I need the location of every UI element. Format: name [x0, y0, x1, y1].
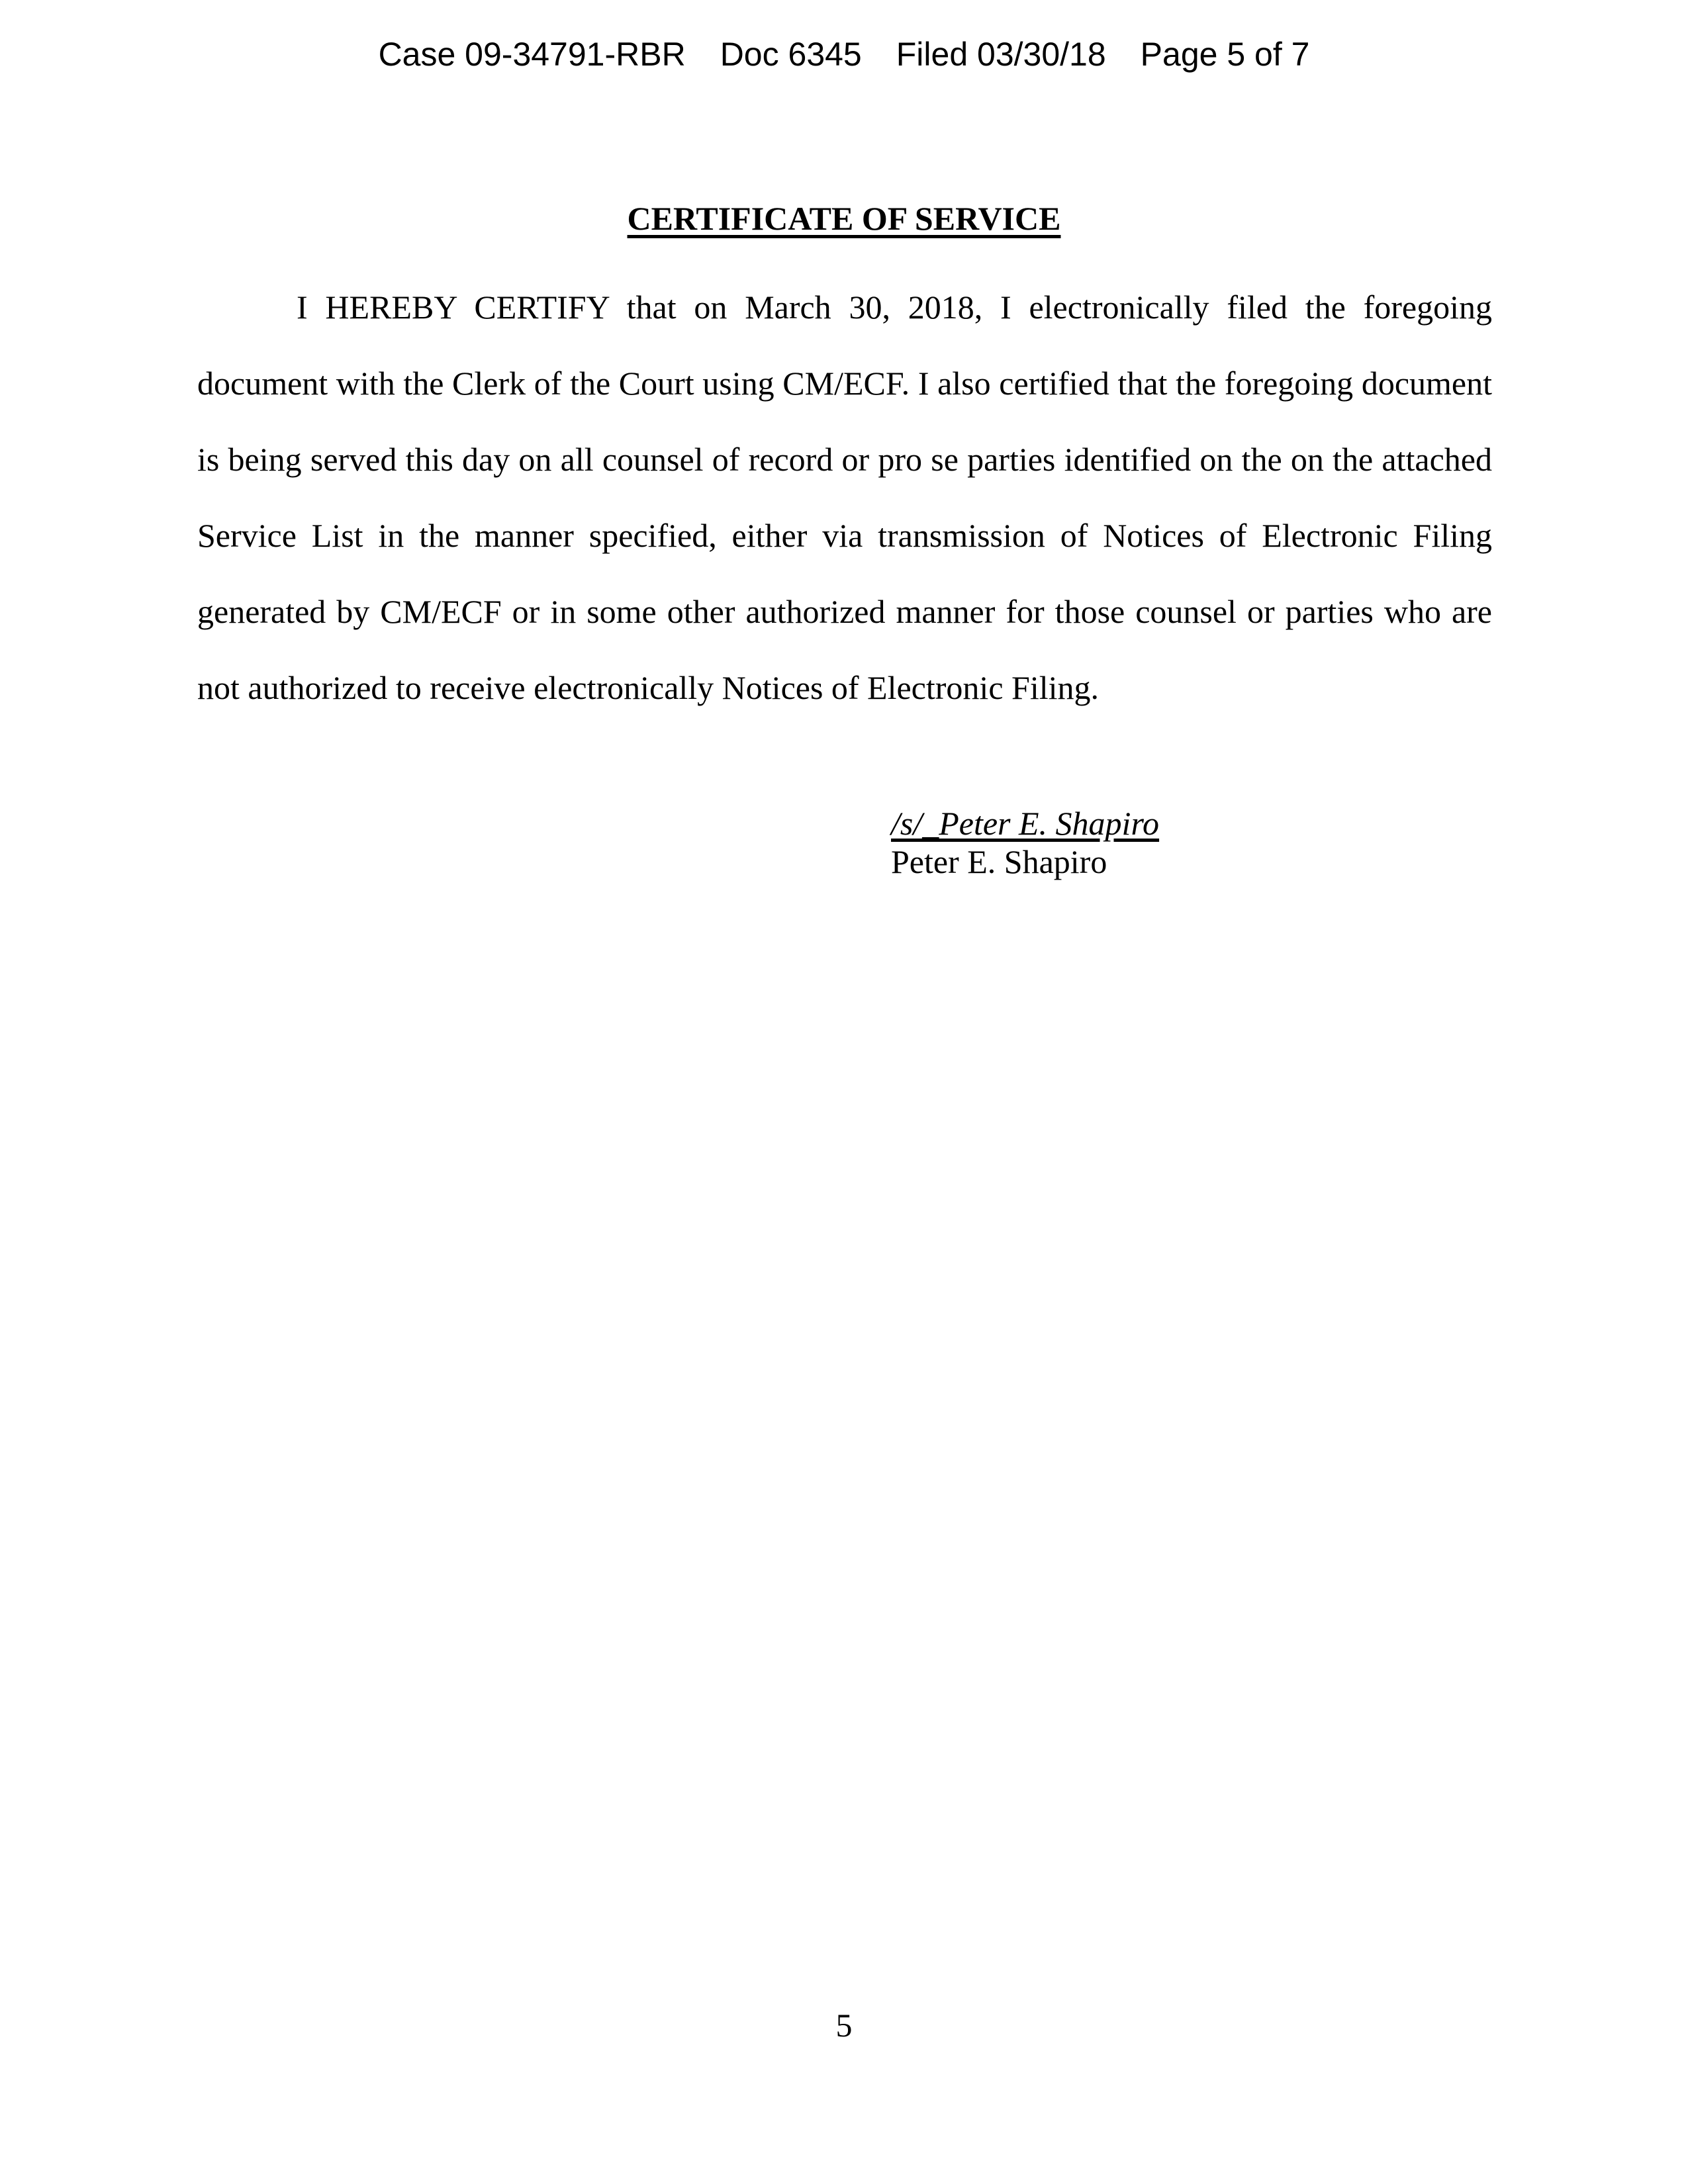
court-filing-header [0, 34, 1688, 74]
certificate-body: I HEREBY CERTIFY that on March 30, 2018, I electronically filed the foregoing document with the Clerk of the Court using CM/ECF. I also certified that the foregoing document is being served this day on all counsel of record or pro se parties identified on the on the attached Service List in the manner specified, either via transmission of Notices of Electronic Filing generated by CM/ECF or in some other authorized manner for those counsel or parties who are not authorized to receive electronically Notices of Electronic Filing. [197, 289, 1492, 706]
signatory-name: Peter E. Shapiro [891, 843, 1107, 880]
page-count: Page 5 of 7 [1140, 36, 1310, 73]
case-number: Case 09-34791-RBR [378, 36, 686, 73]
page-number: 5 [835, 2007, 853, 2044]
electronic-signature: /s/_Peter E. Shapiro [891, 805, 1160, 842]
certificate-title: CERTIFICATE OF SERVICE [627, 200, 1061, 237]
document-number: Doc 6345 [720, 36, 862, 73]
signature-block [891, 804, 1159, 881]
filed-date: Filed 03/30/18 [896, 36, 1106, 73]
